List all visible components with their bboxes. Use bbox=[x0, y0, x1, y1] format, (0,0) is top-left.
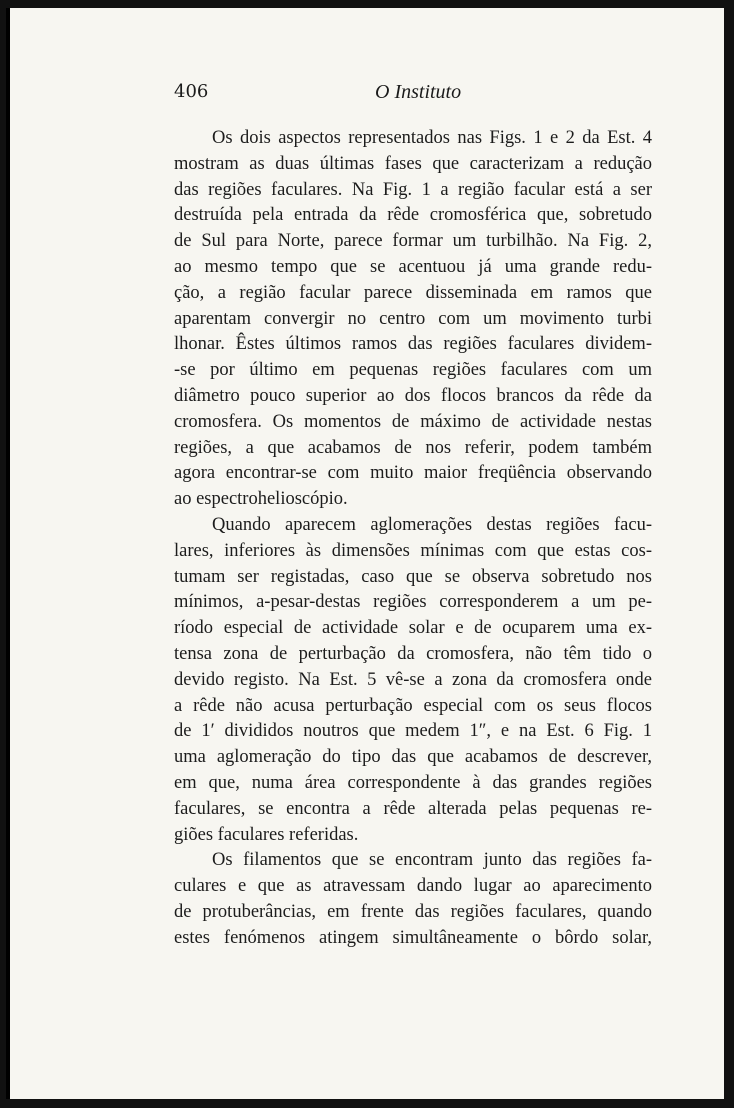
text-line: cromosfera. Os momentos de máximo de actividade nestas bbox=[174, 411, 652, 432]
text-line: diâmetro pouco superior ao dos flocos brancos da rêde da bbox=[174, 385, 652, 406]
text-line: lhonar. Êstes últimos ramos das regiões faculares dividem- bbox=[174, 334, 652, 355]
text-line: mostram as duas últimas fases que caracterizam a redução bbox=[174, 153, 652, 174]
text-line: destruída pela entrada da rêde cromosférica que, sobretudo bbox=[174, 205, 652, 226]
text-line: uma aglomeração do tipo das que acabamos de descrever, bbox=[174, 747, 652, 768]
book-page bbox=[6, 8, 724, 1099]
text-line: de protuberâncias, em frente das regiões faculares, quando bbox=[174, 901, 652, 922]
text-line: a rêde não acusa perturbação especial com os seus flocos bbox=[174, 695, 652, 716]
text-line: Quando aparecem aglomerações destas regiões facu- bbox=[212, 514, 652, 535]
text-line: culares e que as atravessam dando lugar ao aparecimento bbox=[174, 876, 652, 897]
text-line: de 1′ divididos noutros que medem 1″, e na Est. 6 Fig. 1 bbox=[174, 721, 652, 742]
text-line: ao mesmo tempo que se acentuou já uma grande redu- bbox=[174, 256, 652, 277]
text-line: giões faculares referidas. bbox=[174, 824, 359, 845]
text-line: ríodo especial de actividade solar e de ocuparem uma ex- bbox=[174, 618, 652, 639]
text-line: aparentam convergir no centro com um movimento turbi bbox=[174, 308, 652, 329]
paragraph-1 bbox=[174, 126, 652, 513]
text-line: faculares, se encontra a rêde alterada pelas pequenas re- bbox=[174, 798, 652, 819]
text-line: agora encontrar-se com muito maior freqüência observando bbox=[174, 463, 652, 484]
text-line: devido registo. Na Est. 5 vê-se a zona da cromosfera onde bbox=[174, 669, 652, 690]
running-title: O Instituto bbox=[375, 81, 462, 103]
text-line: Os filamentos que se encontram junto das regiões fa- bbox=[212, 850, 652, 871]
text-line: em que, numa área correspondente à das grandes regiões bbox=[174, 772, 652, 793]
paragraph-2 bbox=[174, 513, 652, 848]
text-line: tensa zona de perturbação da cromosfera, não têm tido o bbox=[174, 643, 652, 664]
text-line: ao espectrohelioscópio. bbox=[174, 489, 348, 510]
paragraph-3 bbox=[174, 848, 652, 951]
text-line: de Sul para Norte, parece formar um turbilhão. Na Fig. 2, bbox=[174, 231, 652, 252]
text-line: ção, a região facular parece disseminada em ramos que bbox=[174, 282, 652, 303]
page-number: 406 bbox=[174, 81, 209, 102]
body-text bbox=[174, 126, 652, 952]
text-line: regiões, a que acabamos de nos referir, podem também bbox=[174, 437, 652, 458]
text-line: -se por último em pequenas regiões faculares com um bbox=[174, 360, 652, 381]
text-line: estes fenómenos atingem simultâneamente o bôrdo solar, bbox=[174, 927, 652, 948]
text-line: mínimos, a-pesar-destas regiões corresponderem a um pe- bbox=[174, 592, 652, 613]
text-line: lares, inferiores às dimensões mínimas com que estas cos- bbox=[174, 540, 652, 561]
text-line: Os dois aspectos representados nas Figs. 1 e 2 da Est. 4 bbox=[212, 128, 652, 148]
text-line: das regiões faculares. Na Fig. 1 a região facular está a ser bbox=[174, 179, 652, 200]
text-line: tumam ser registadas, caso que se observa sobretudo nos bbox=[174, 566, 652, 587]
